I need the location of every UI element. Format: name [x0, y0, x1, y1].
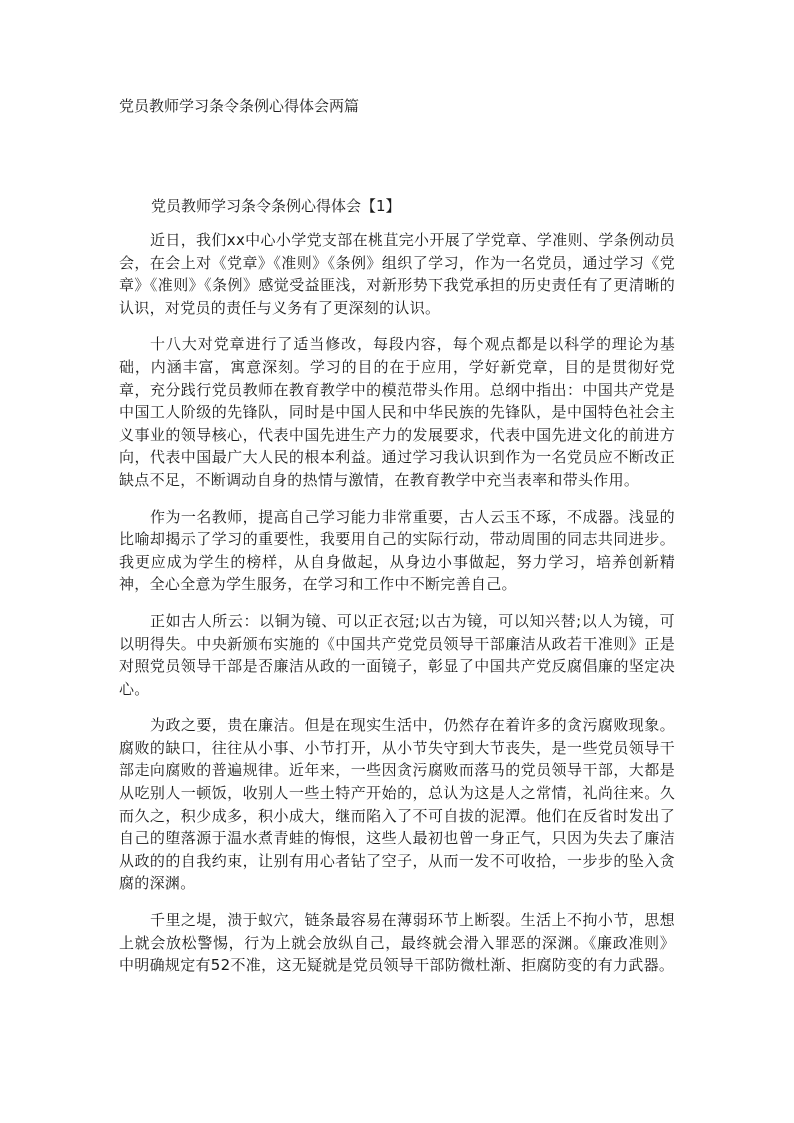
- paragraph-4: 正如古人所云：以铜为镜、可以正衣冠;以古为镜，可以知兴替;以人为镜，可以明得失。中央新颁布实施的《中国共产党党员领导干部廉洁从政若干准则》正是对照党员领导干部是否廉洁从政的一面镜子，彰显了中国共产党反腐倡廉的坚定决心。: [119, 611, 675, 698]
- paragraph-1: 近日，我们xx中心小学党支部在桃苴完小开展了学党章、学准则、学条例动员会，在会上对《党章》《准则》《条例》组织了学习，作为一名党员，通过学习《党章》《准则》《条例》感觉受益匪浅，对新形势下我党承担的历史责任有了更清晰的认识，对党员的责任与义务有了更深刻的认识。: [119, 231, 675, 317]
- paragraph-2: 十八大对党章进行了适当修改，每段内容，每个观点都是以科学的理论为基础，内涵丰富，寓意深刻。学习的目的在于应用，学好新党章，目的是贯彻好党章，充分践行党员教师在教育教学中的模范带头作用。总纲中指出：中国共产党是中国工人阶级的先锋队，同时是中国人民和中华民族的先锋队，是中国特色社会主义事业的领导核心，代表中国先进生产力的发展要求，代表中国先进文化的前进方向，代表中国最广大人民的根本利益。通过学习我认识到作为一名党员应不断改正缺点不足，不断调动自身的热情与激情，在教育教学中充当表率和带头作用。: [119, 335, 675, 489]
- document-body: [119, 196, 675, 991]
- paragraph-6: 千里之堤，溃于蚁穴，链条最容易在薄弱环节上断裂。生活上不拘小节，思想上就会放松警惕，行为上就会放纵自己，最终就会滑入罪恶的深渊。《廉政准则》中明确规定有52不准，这无疑就是党员领导干部防微杜渐、拒腐防变的有力武器。: [119, 911, 675, 975]
- document-title: 党员教师学习条令条例心得体会两篇: [119, 97, 360, 115]
- section-title: 党员教师学习条令条例心得体会【1】: [151, 197, 401, 215]
- paragraph-5: 为政之要，贵在廉洁。但是在现实生活中，仍然存在着许多的贪污腐败现象。腐败的缺口，往往从小事、小节打开，从小节失守到大节丧失，是一些党员领导干部走向腐败的普遍规律。近年来，一些因贪污腐败而落马的党员领导干部，大都是从吃别人一顿饭，收别人一些土特产开始的，总认为这是人之常情，礼尚往来。久而久之，积少成多，积小成大，继而陷入了不可自拔的泥潭。他们在反省时发出了自己的堕落源于温水煮青蛙的悔恨，这些人最初也曾一身正气，只因为失去了廉洁从政的的自我约束，让别有用心者钻了空子，从而一发不可收拾，一步步的坠入贪腐的深渊。: [119, 716, 675, 893]
- paragraph-3: 作为一名教师，提高自己学习能力非常重要，古人云玉不琢，不成器。浅显的比喻却揭示了学习的重要性，我要用自己的实际行动，带动周围的同志共同进步。我更应成为学生的榜样，从自身做起，从身边小事做起，努力学习，培养创新精神，全心全意为学生服务，在学习和工作中不断完善自己。: [119, 507, 675, 594]
